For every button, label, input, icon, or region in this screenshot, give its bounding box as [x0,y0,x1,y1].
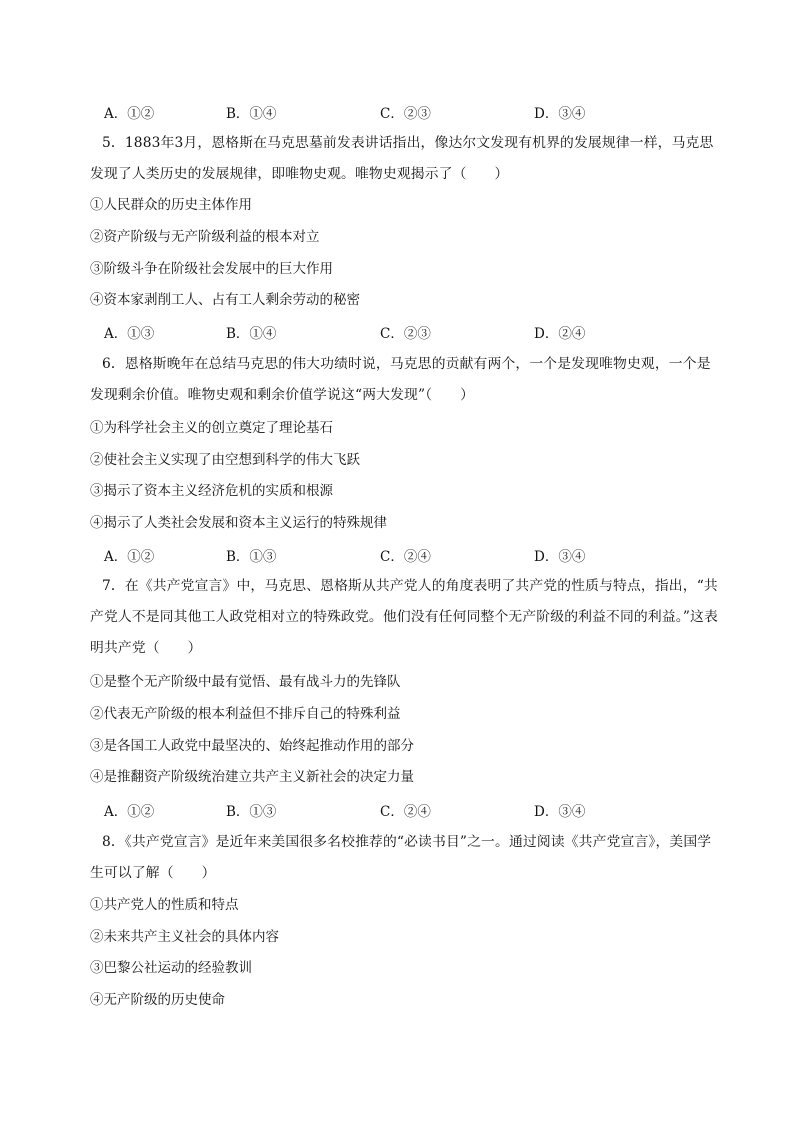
q5-choice-c[interactable]: C．②③ [380,326,431,342]
q4-choice-d[interactable]: D．③④ [534,106,586,122]
q8-option-1: ①共产党人的性质和特点 [90,897,239,913]
q6-option-2: ②使社会主义实现了由空想到科学的伟大飞跃 [90,452,360,468]
q5-option-3: ③阶级斗争在阶级社会发展中的巨大作用 [90,261,333,277]
q7-choice-a[interactable]: A．①② [104,804,155,820]
q6-choice-d[interactable]: D．③④ [534,549,586,565]
q7-choice-b[interactable]: B．①③ [226,804,277,820]
q5-choices [104,322,624,342]
q7-choice-d[interactable]: D．③④ [534,804,586,820]
q7-choices [104,800,624,820]
q4-choices [104,102,624,122]
q5-option-2: ②资产阶级与无产阶级利益的根本对立 [90,229,320,245]
q5-stem: 5．1883年3月，恩格斯在马克思墓前发表讲话指出，像达尔文发现有机界的发展规律一样，马克思发现了人类历史的发展规律，即唯物史观。唯物史观揭示了（ ） [90,135,714,182]
q4-choice-a[interactable]: A．①② [104,106,155,122]
q6-choice-c[interactable]: C．②④ [380,549,431,565]
q4-choice-c[interactable]: C．②③ [380,106,431,122]
q8-option-4: ④无产阶级的历史使命 [90,992,225,1008]
q7-option-4: ④是推翻资产阶级统治建立共产主义新社会的决定力量 [90,769,414,785]
q6-option-1: ①为科学社会主义的创立奠定了理论基石 [90,420,333,436]
q8-option-3: ③巴黎公社运动的经验教训 [90,960,252,976]
q5-choice-d[interactable]: D．②④ [534,326,586,342]
q7-option-3: ③是各国工人政党中最坚决的、始终起推动作用的部分 [90,738,414,754]
q6-choice-b[interactable]: B．①③ [226,549,277,565]
q6-choice-a[interactable]: A．①② [104,549,155,565]
q5-option-1: ①人民群众的历史主体作用 [90,197,252,213]
q6-choices [104,545,624,565]
q7-option-2: ②代表无产阶级的根本利益但不排斥自己的特殊利益 [90,706,401,722]
q7-stem: 7．在《共产党宣言》中，马克思、恩格斯从共产党人的角度表明了共产党的性质与特点，指出，“共产党人不是同其他工人政党相对立的特殊政党。他们没有任何同整个无产阶级的利益不同的利益。”这表明共产党（ ） [90,578,718,656]
q6-option-3: ③揭示了资本主义经济危机的实质和根源 [90,483,333,499]
q8-stem: 8．《共产党宣言》是近年来美国很多名校推荐的“必读书目”之一。通过阅读《共产党宣言》，美国学生可以了解（ ） [90,834,712,881]
q5-choice-b[interactable]: B．①④ [226,326,277,342]
q5-choice-a[interactable]: A．①③ [104,326,155,342]
q6-option-4: ④揭示了人类社会发展和资本主义运行的特殊规律 [90,515,387,531]
q6-stem: 6．恩格斯晚年在总结马克思的伟大功绩时说，马克思的贡献有两个，一个是发现唯物史观，一个是发现剩余价值。唯物史观和剩余价值学说这“两大发现”（ ） [90,356,711,403]
q5-option-4: ④资本家剥削工人、占有工人剩余劳动的秘密 [90,292,360,308]
q7-option-1: ①是整个无产阶级中最有觉悟、最有战斗力的先锋队 [90,674,401,690]
q4-choice-b[interactable]: B．①④ [226,106,277,122]
q7-choice-c[interactable]: C．②④ [380,804,431,820]
q8-option-2: ②未来共产主义社会的具体内容 [90,929,279,945]
